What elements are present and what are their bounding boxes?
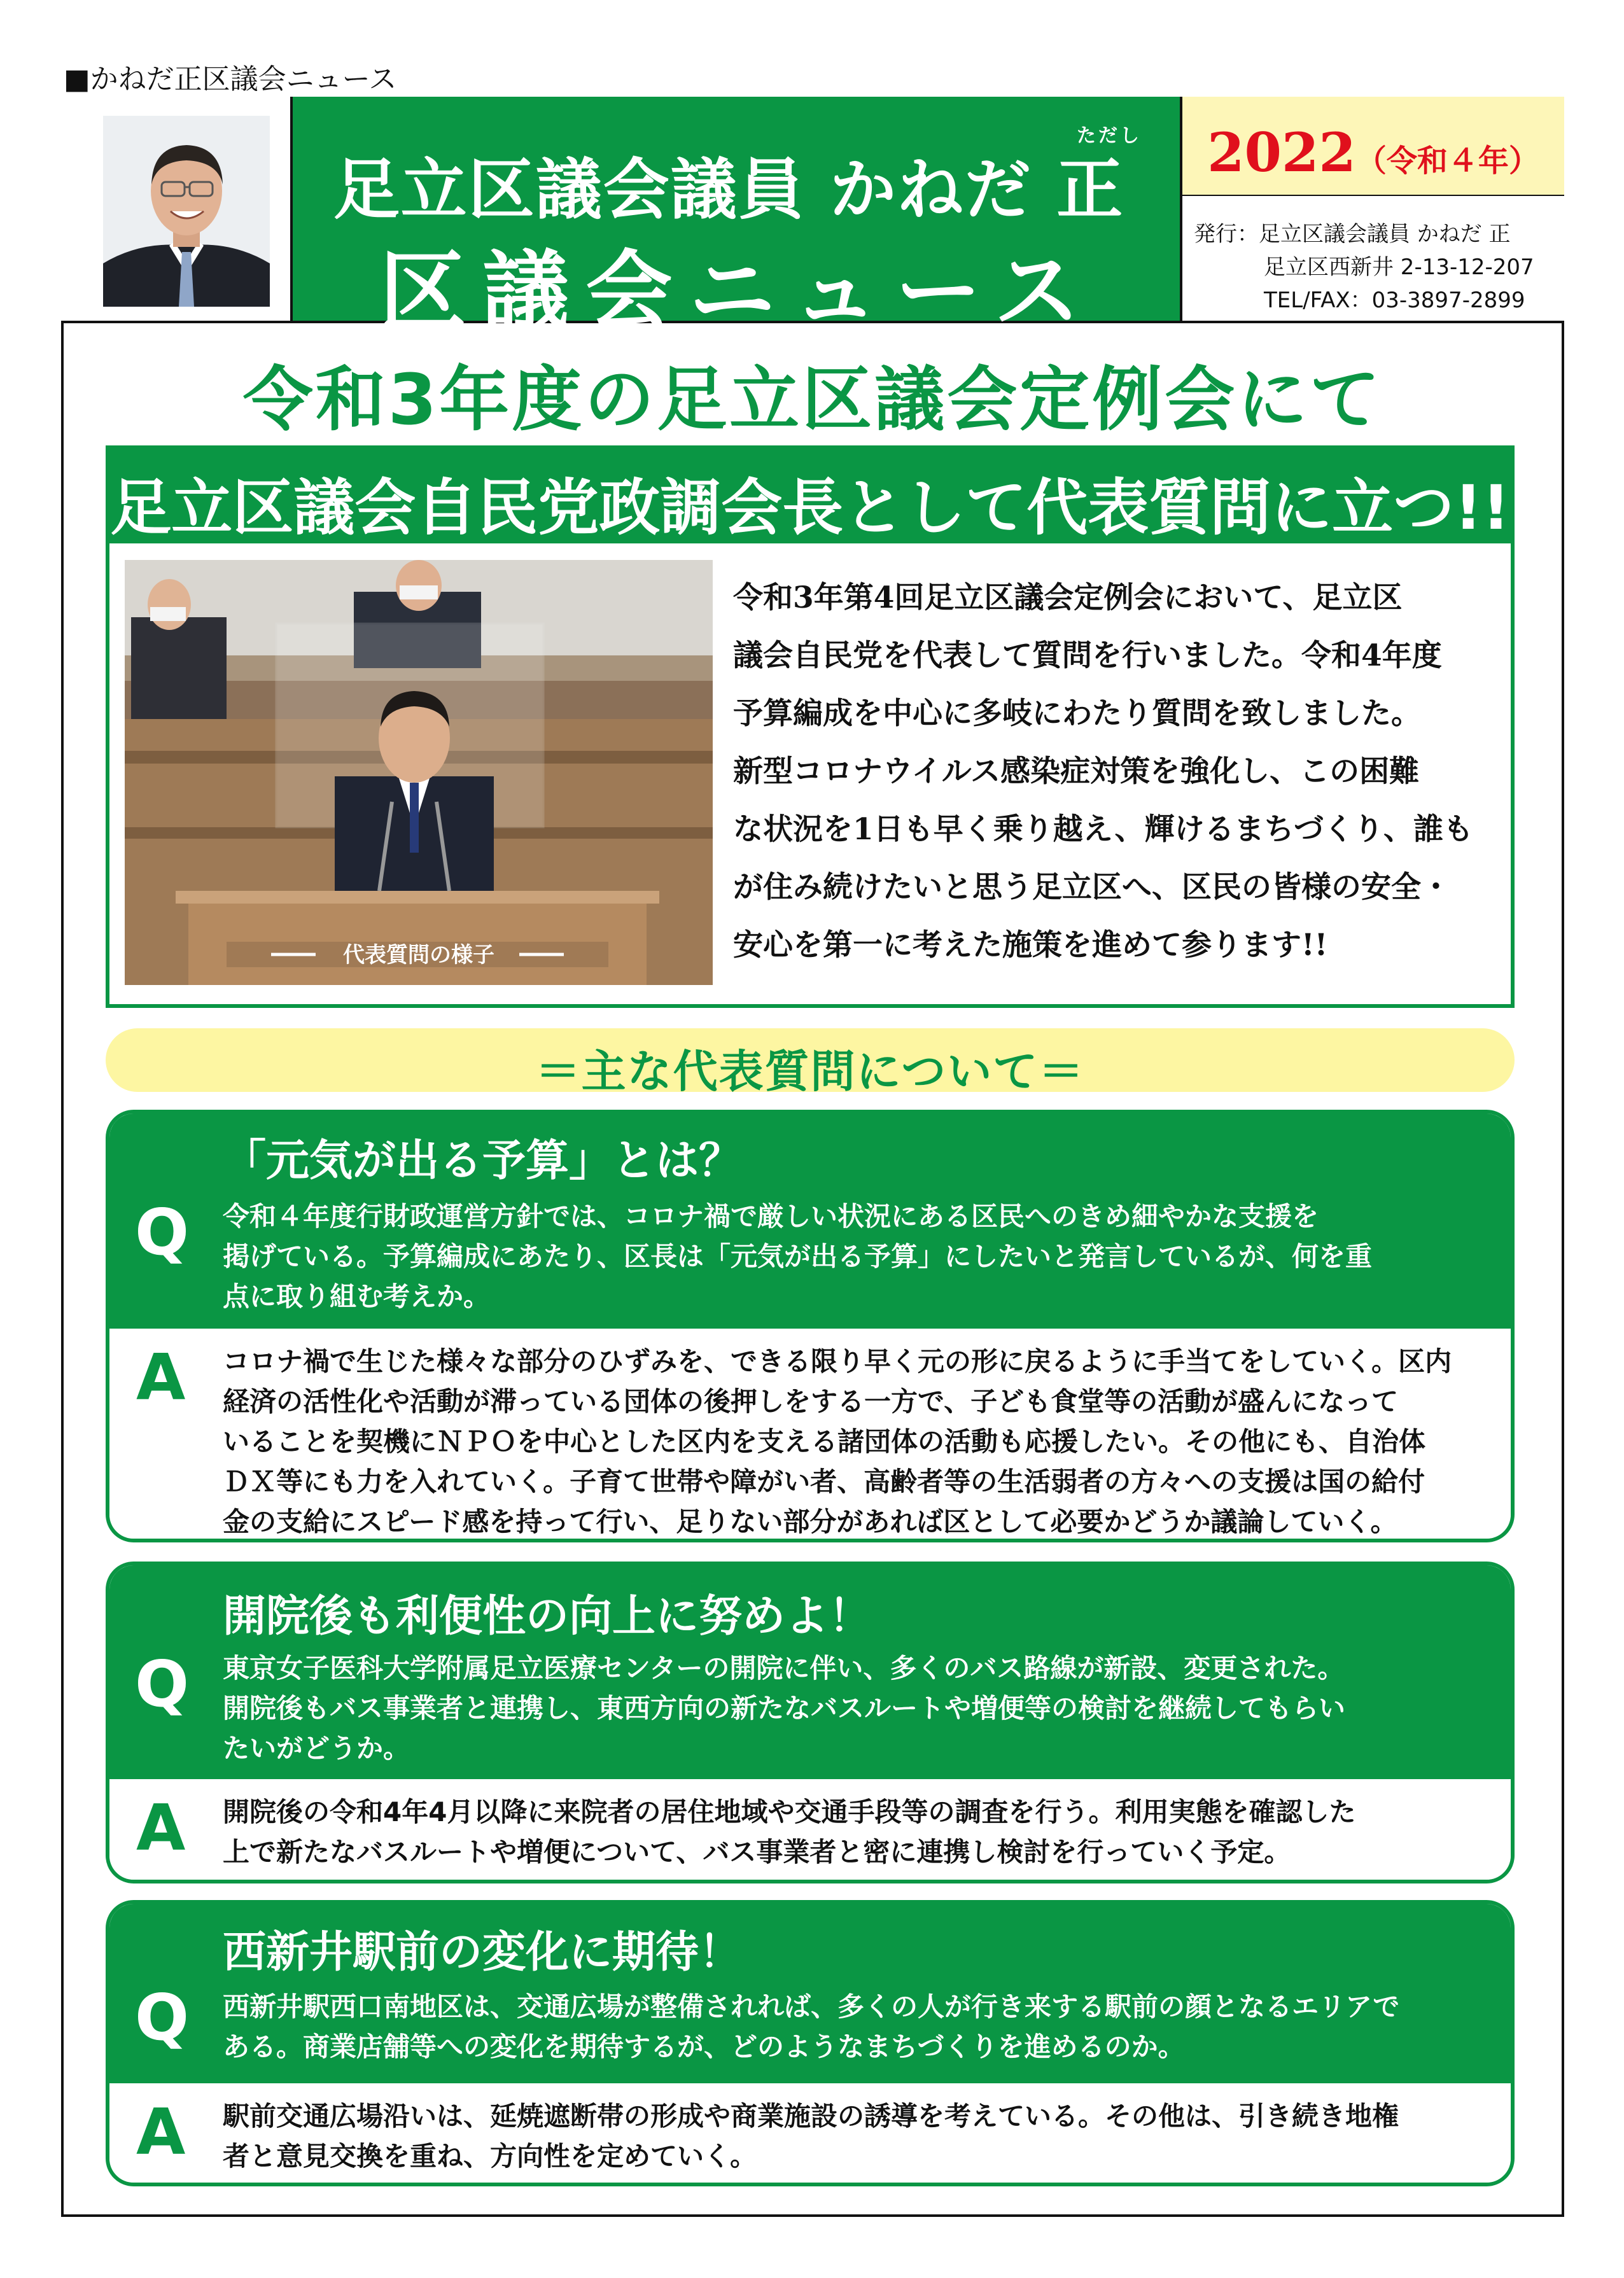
portrait-photo	[103, 116, 270, 307]
subheadline-text: 足立区議会自民党政調会長として代表質問に立つ!!	[110, 472, 1510, 543]
main-headline: 令和3年度の足立区議会定例会にて	[242, 359, 1383, 440]
question-line: 令和４年度行財政運営方針では、コロナ禍で厳しい状況にある区民へのきめ細やかな支援を	[223, 1201, 1319, 1232]
header-title-block	[293, 97, 1180, 342]
question-line: 点に取り組む考えか。	[223, 1281, 491, 1312]
intro-paragraph	[733, 569, 1497, 974]
question-line: 開院後もバス事業者と連携し、東西方向の新たなバスルートや増便等の検討を継続してもらい	[223, 1693, 1346, 1724]
question-line: 西新井駅西口南地区は、交通広場が整備されれば、多くの人が行き来する駅前の顔となるエリアで	[223, 1991, 1400, 2022]
intro-line: 予算編成を中心に多岐にわたり質問を致しました。	[733, 696, 1421, 731]
question-line: ある。商業店舗等への変化を期待するが、どのようなまちづくりを進めるのか。	[223, 2031, 1185, 2062]
qa-card-3	[106, 1900, 1515, 2186]
answer-line: 駅前交通広場沿いは、延焼遮断帯の形成や商業施設の誘導を考えている。その他は、引き続き地権	[223, 2100, 1399, 2132]
era-year: （令和４年）	[1355, 143, 1539, 179]
question-line: 掲げている。予算編成にあたり、区長は「元気が出る予算」にしたいと発言しているが、何を重	[223, 1241, 1373, 1272]
answer-line: いることを契機にＮＰＯを中心とした区内を支える諸団体の活動も応援したい。その他にも、自治体	[223, 1426, 1426, 1457]
answer-line: ＤＸ等にも力を入れていく。子育て世帯や障がい者、高齢者等の生活弱者の方々への支援は国の給付	[223, 1466, 1425, 1497]
answer-line: 金の支給にスピード感を持って行い、足りない部分があれば区として必要かどうか議論していく。	[223, 1506, 1397, 1537]
year-box	[1180, 97, 1564, 196]
section-heading: ＝主な代表質問について＝	[535, 1045, 1085, 1098]
qa-card-2	[106, 1562, 1515, 1883]
a-label: A	[136, 1340, 186, 1415]
question-text	[223, 1648, 1489, 1768]
answer-line: コロナ禍で生じた様々な部分のひずみを、できる限り早く元の形に戻るように手当てをしていく。区内	[223, 1346, 1452, 1377]
issue-year	[1207, 121, 1539, 184]
intro-line: 新型コロナウイルス感染症対策を強化し、この困難	[733, 754, 1420, 789]
answer-line: 上で新たなバスルートや増便について、バス事業者と密に連携し検討を行っていく予定。	[223, 1836, 1291, 1868]
publisher-tel: TEL/FAX：03-3897-2899	[1264, 288, 1525, 313]
answer-block	[109, 1779, 1511, 1880]
question-line: 東京女子医科大学附属足立医療センターの開院に伴い、多くのバス路線が新設、変更された。	[223, 1653, 1345, 1684]
newsletter-label: ■かねだ正区議会ニュース	[64, 63, 397, 95]
intro-line: 安心を第一に考えた施策を進めて参ります!!	[733, 928, 1328, 963]
publisher-name: 発行：足立区議会議員 かねだ 正	[1194, 221, 1511, 247]
header-title-line1: 足立区議会議員 かねだ 正	[333, 151, 1124, 228]
answer-text	[223, 1341, 1489, 1542]
question-title: 「元気が出る予算」とは？	[223, 1136, 743, 1186]
subheadline-banner	[106, 445, 1515, 543]
year-number: 2022	[1207, 121, 1356, 184]
q-label: Q	[135, 1980, 190, 2055]
question-title: 西新井駅前の変化に期待！	[223, 1927, 743, 1978]
intro-line: な状況を1日も早く乗り越え、輝けるまちづくり、誰も	[733, 812, 1474, 847]
intro-line: 令和3年第4回足立区議会定例会において、足立区	[733, 580, 1403, 615]
publisher-address: 足立区西新井 2-13-12-207	[1264, 255, 1534, 280]
question-line: たいがどうか。	[223, 1733, 410, 1764]
question-title: 開院後も利便性の向上に努めよ！	[223, 1591, 872, 1642]
publisher-box	[1180, 196, 1564, 323]
assembly-photo	[125, 560, 713, 985]
answer-line: 者と意見交換を重ね、方向性を定めていく。	[223, 2141, 757, 2172]
a-label: A	[136, 1791, 186, 1865]
section-heading-pill	[106, 1028, 1515, 1098]
header-title-line2: 区議会ニュース	[379, 242, 1097, 342]
qa-card-1	[106, 1110, 1515, 1542]
intro-line: が住み続けたいと思う足立区へ、区民の皆様の安全・	[733, 870, 1451, 905]
a-label: A	[136, 2095, 186, 2169]
answer-block	[109, 2083, 1511, 2183]
name-furigana: ただし	[1077, 125, 1142, 147]
question-block	[109, 1114, 1511, 1329]
header-photo-cell	[61, 97, 293, 323]
question-text	[223, 1987, 1489, 2067]
answer-line: 経済の活性化や活動が滞っている団体の後押しをする一方で、子ども食堂等の活動が盛んになって	[223, 1386, 1399, 1417]
intro-line: 議会自民党を代表して質問を行いました。令和4年度	[733, 638, 1442, 673]
answer-block	[109, 1329, 1511, 1539]
q-label: Q	[135, 1195, 190, 1269]
answer-line: 開院後の令和4年4月以降に来院者の居住地域や交通手段等の調査を行う。利用実態を確認した	[223, 1796, 1356, 1827]
answer-text	[223, 1792, 1489, 1872]
q-label: Q	[135, 1647, 190, 1721]
question-block	[109, 1904, 1511, 2083]
question-text	[223, 1196, 1489, 1317]
question-block	[109, 1565, 1511, 1779]
photo-caption: 代表質問の様子	[343, 942, 494, 968]
answer-text	[223, 2096, 1489, 2176]
